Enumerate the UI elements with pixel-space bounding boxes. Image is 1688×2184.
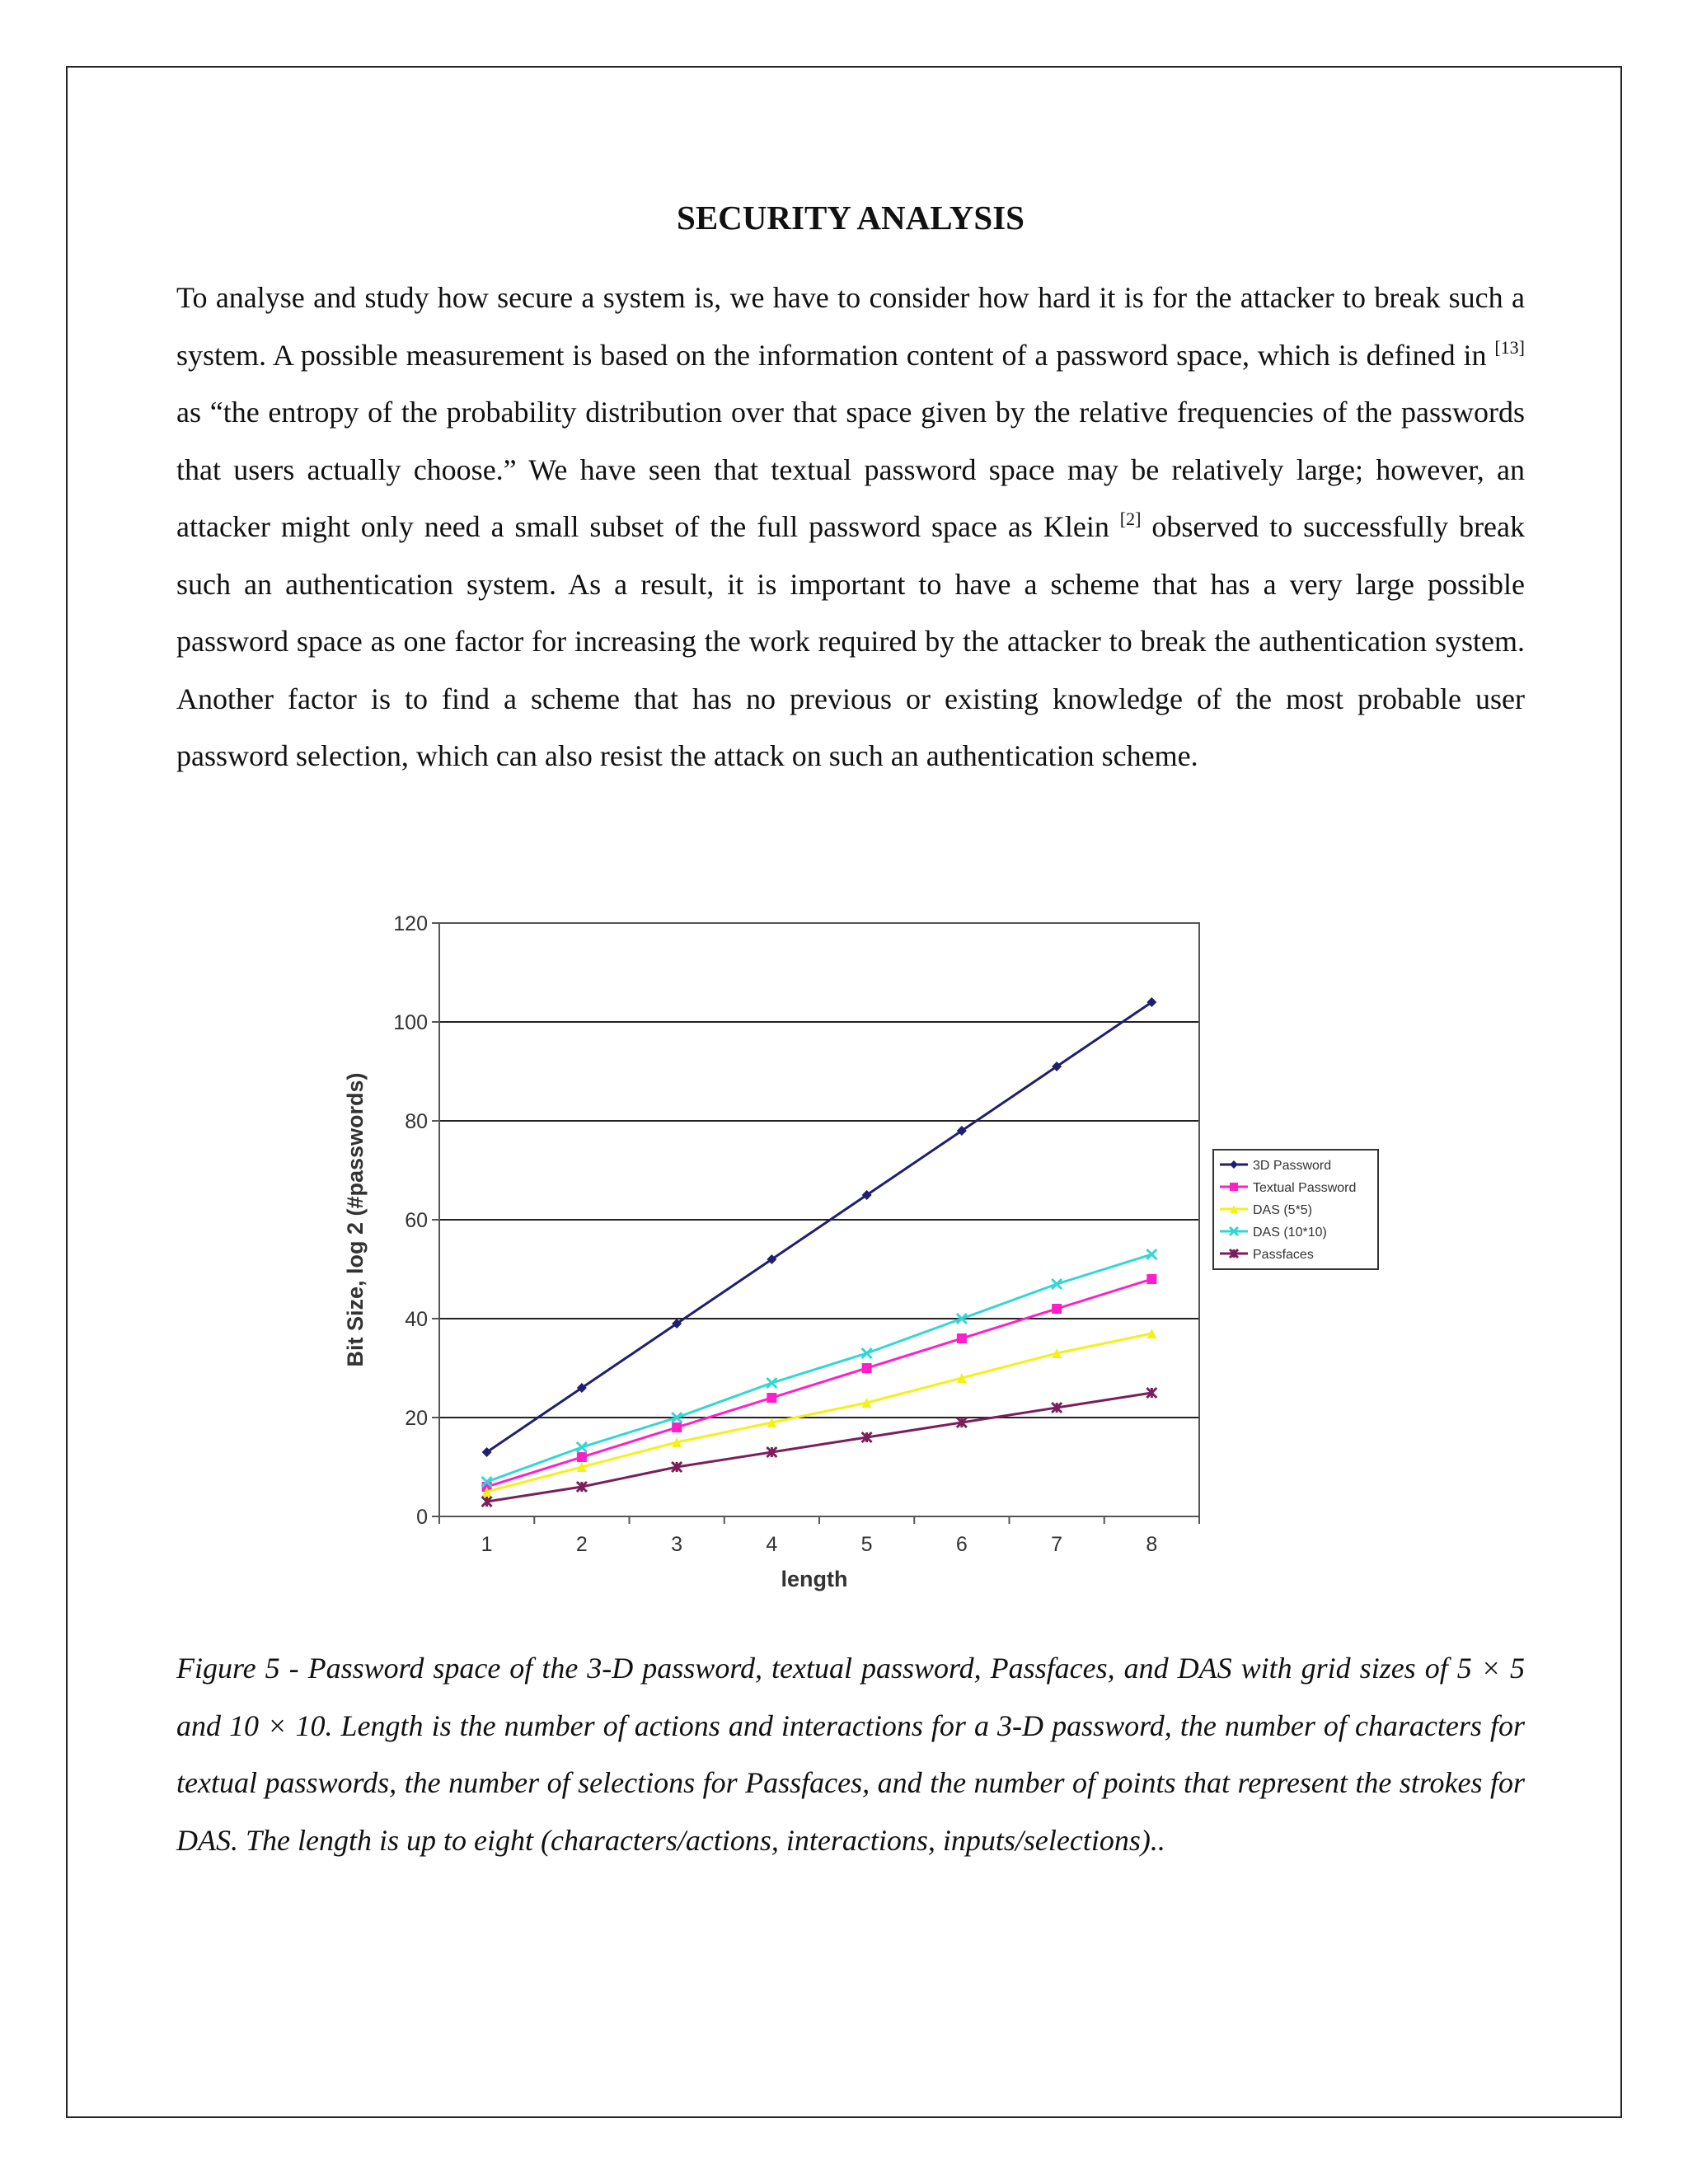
x-tick-label-3: 3 — [671, 1533, 683, 1556]
citation-13: [13] — [1494, 336, 1525, 358]
y-tick-label-20: 20 — [405, 1407, 428, 1430]
page-title: SECURITY ANALYSIS — [677, 199, 1025, 237]
body-paragraph — [176, 269, 1525, 785]
data-point-1-7 — [1052, 1304, 1062, 1314]
x-axis-ticks — [439, 1516, 1199, 1556]
paragraph-text-3: observed to successfully break such an authentication system. As a result, it is important to have a scheme that has a very large possible password space as one factor for increasing the work required by the attacker to break the authentication system. Another factor is to find a scheme that has no previous or existing knowledge of the most probable user password selection, which can also resist the attack on such an authentication scheme. — [176, 510, 1526, 772]
legend-marker-1 — [1230, 1183, 1238, 1191]
x-tick-label-1: 1 — [481, 1533, 493, 1556]
y-axis-ticks — [393, 912, 439, 1529]
y-tick-label-100: 100 — [393, 1011, 428, 1034]
data-point-1-5 — [862, 1363, 872, 1373]
x-tick-label-6: 6 — [955, 1533, 968, 1556]
figure-caption: Figure 5 - Password space of the 3-D password, textual password, Passfaces, and DAS with grid sizes of 5 × 5 and 10 × 10. Length is the number of actions and interactions for a 3-D password, the number of characters for textual passwords, the number of selections for Passfaces, and the number of points that represent the strokes for DAS. The length is up to eight (characters/actions, interactions, inputs/selections).. — [176, 1652, 1525, 1857]
chart-legend — [1213, 1150, 1378, 1269]
data-point-1-2 — [577, 1452, 587, 1462]
y-axis-label: Bit Size, log 2 (#passwords) — [343, 1072, 368, 1367]
legend-label-4: Passfaces — [1253, 1248, 1314, 1262]
data-point-1-6 — [957, 1333, 967, 1343]
data-point-1-4 — [767, 1393, 776, 1403]
y-tick-label-120: 120 — [393, 912, 428, 935]
password-space-chart — [343, 907, 1401, 1615]
x-tick-label-2: 2 — [575, 1533, 588, 1556]
citation-2: [2] — [1119, 509, 1142, 529]
paragraph-text-2: as “the entropy of the probability distribution over that space given by the relative frequencies of the passwords that users actually choose.” We have seen that textual password space may be relatively large; however, an attacker might only need a small subset of the full password space as Klein — [176, 396, 1525, 543]
legend-label-2: DAS (5*5) — [1253, 1203, 1313, 1217]
legend-label-1: Textual Password — [1253, 1181, 1357, 1195]
x-tick-label-8: 8 — [1146, 1533, 1158, 1556]
y-tick-label-0: 0 — [416, 1506, 428, 1529]
data-point-1-8 — [1146, 1274, 1156, 1284]
x-tick-label-4: 4 — [766, 1533, 778, 1556]
x-tick-label-7: 7 — [1051, 1533, 1063, 1556]
data-point-1-3 — [672, 1422, 682, 1432]
y-tick-label-80: 80 — [405, 1110, 428, 1133]
y-tick-label-40: 40 — [405, 1308, 428, 1331]
paragraph-text-1: To analyse and study how secure a system is, we have to consider how hard it is for the attacker to break such a system. A possible measurement is based on the information content of a password space, which is defined in — [176, 281, 1525, 372]
y-tick-label-60: 60 — [405, 1209, 428, 1232]
legend-label-0: 3D Password — [1253, 1159, 1332, 1173]
x-axis-label: length — [781, 1567, 848, 1591]
x-tick-label-5: 5 — [860, 1533, 873, 1556]
legend-label-3: DAS (10*10) — [1253, 1226, 1327, 1240]
